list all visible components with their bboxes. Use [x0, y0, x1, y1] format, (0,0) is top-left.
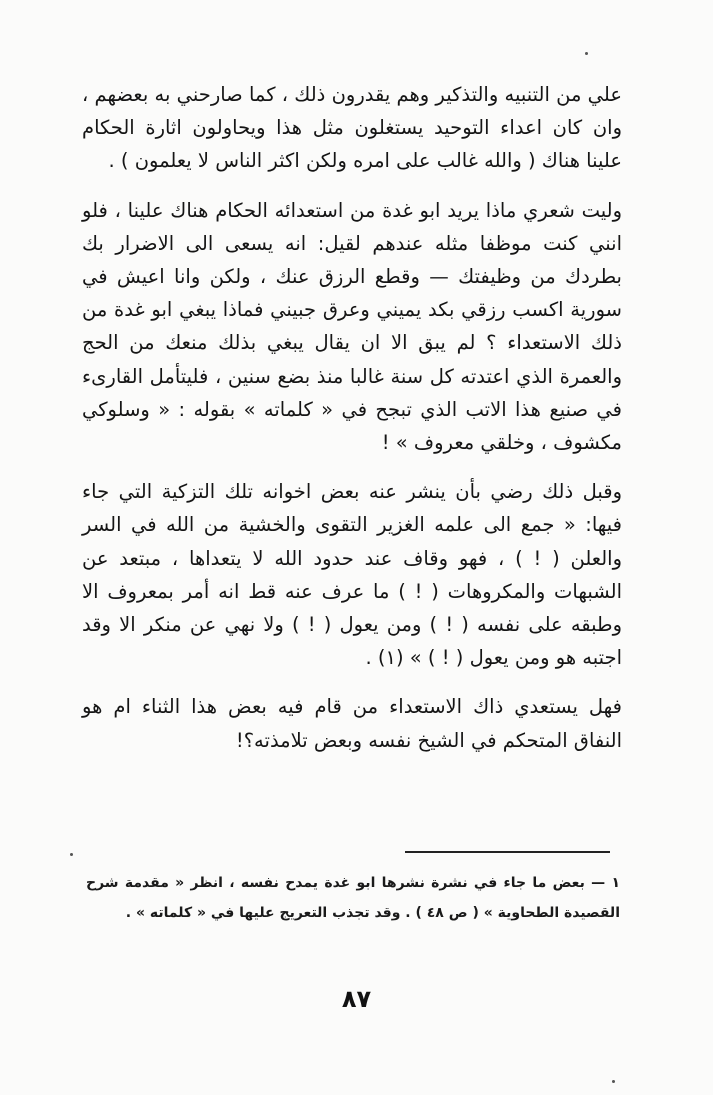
paragraph-1: علي من التنبيه والتذكير وهم يقدرون ذلك ، كما صارحني به بعضهم ، وان كان اعداء التوحيد يستغلون مثل هذا ويحاولون اثارة الحكام علينا هناك ( والله غالب على امره ولكن اكثر الناس لا يعلمون ) . — [82, 83, 622, 173]
main-text — [82, 78, 622, 757]
scan-speck — [612, 1080, 615, 1083]
paragraph-4: فهل يستعدي ذاك الاستعداء من قام فيه بعض هذا الثناء ام هو النفاق المتحكم في الشيخ نفسه وبعض تلامذته؟! — [82, 695, 622, 752]
paragraph-2: وليت شعري ماذا يريد ابو غدة من استعدائه الحكام هناك علينا ، فلو انني كنت موظفا مثله عندهم لقيل: انه يسعى الى الاضرار بك بطردك من وظيفتك — وقطع الرزق عنك ، ولكن وانا اعيش في سورية اكسب رزقي بكد يميني وعرق جبيني فماذا يبغي ابو غدة من ذلك الاستعداء ؟ لم يبق الا ان يقال يبغي بذلك منعك من الحج والعمرة الذي اعتدته كل سنة غالبا منذ بضع سنين ، فليتأمل القارىء في صنيع هذا الاتب الذي تبجح في « كلماته » بقوله : « وسلوكي مكشوف ، وخلقي معروف » ! — [82, 198, 622, 455]
scan-speck — [585, 52, 588, 55]
page-number: ٨٧ — [341, 985, 372, 1013]
footnote-divider — [405, 851, 610, 853]
scan-speck — [70, 853, 73, 856]
footnote: ١ — بعض ما جاء في نشرة نشرها ابو غدة يمدح نفسه ، انظر « مقدمة شرح القصيدة الطحاوية » ( ص ٤٨ ) . وقد تجذب التعريج عليها في « كلماته » . — [86, 875, 620, 921]
paragraph-3: وقبل ذلك رضي بأن ينشر عنه بعض اخوانه تلك التزكية التي جاء فيها: « جمع الى علمه الغزير التقوى والخشية من الله في السر والعلن ( ! ) ، فهو وقاف عند حدود الله لا يتعداها ، مبتعد عن الشبهات والمكروهات ( ! ) ما عرف عنه قط انه أمر بمعروف الا وطبقه على نفسه ( ! ) ومن يعول ( ! ) ولا نهي عن منكر الا وقد اجتبه هو ومن يعول ( ! ) » (١) . — [82, 480, 622, 670]
